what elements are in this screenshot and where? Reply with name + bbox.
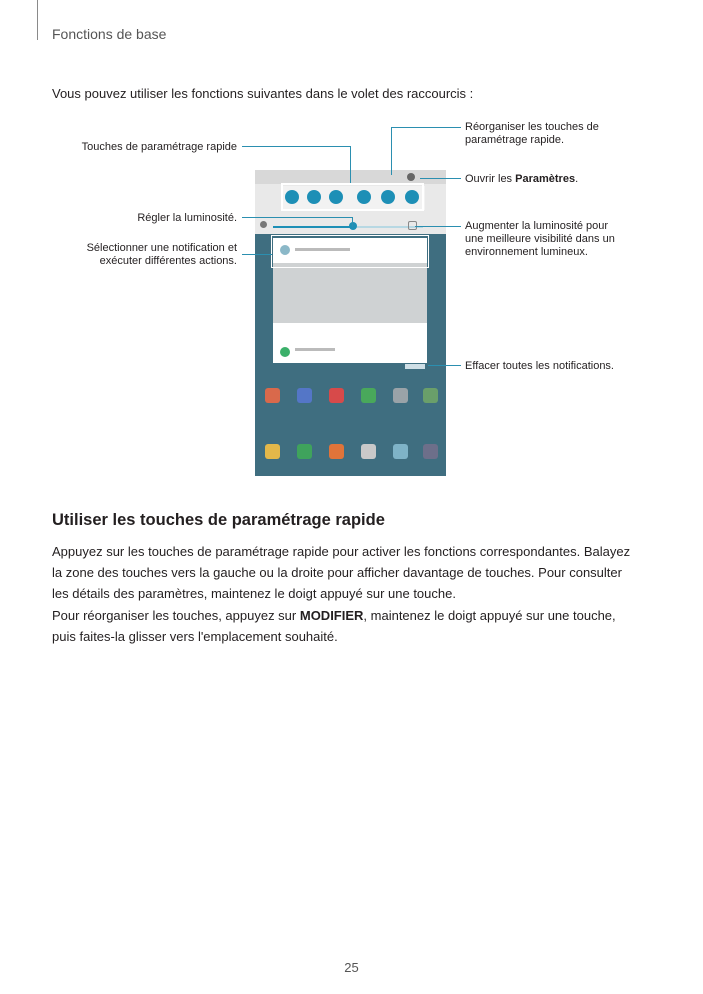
- callout-line: [242, 254, 272, 255]
- callout-line: [415, 226, 461, 227]
- paragraph-2: [52, 605, 652, 647]
- callout-rearrange-line2: paramétrage rapide.: [465, 134, 565, 146]
- callout-settings-suffix: .: [575, 173, 579, 185]
- quick-buttons-highlight: [281, 183, 424, 211]
- gear-icon[interactable]: [407, 173, 415, 181]
- callout-rearrange-line1: Réorganiser les touches de: [465, 121, 599, 133]
- brightness-fill: [273, 226, 353, 228]
- callout-outdoor-line1: Augmenter la luminosité pour: [465, 220, 609, 232]
- app-icon[interactable]: [297, 388, 312, 403]
- callout-line: [420, 178, 461, 179]
- callout-clear: Effacer toutes les notifications.: [465, 360, 614, 372]
- paragraph-1-line1: Appuyez sur les touches de paramétrage rapide pour activer les fonctions correspondantes. Balayez: [52, 544, 631, 559]
- app-icon[interactable]: [393, 388, 408, 403]
- dock-icon[interactable]: [361, 444, 376, 459]
- app-icon[interactable]: [265, 388, 280, 403]
- notification-card-bottom[interactable]: [273, 341, 427, 363]
- header-rule: [37, 0, 38, 40]
- callout-quick-buttons: Touches de paramétrage rapide: [81, 141, 237, 153]
- intro-text: Vous pouvez utiliser les fonctions suivantes dans le volet des raccourcis :: [52, 86, 474, 101]
- paragraph-2-suffix: , maintenez le doigt appuyé sur une touche,: [363, 608, 616, 623]
- paragraph-2-line2: puis faites-la glisser vers l'emplacement souhaité.: [52, 629, 338, 644]
- dock-icon[interactable]: [297, 444, 312, 459]
- page-header: Fonctions de base: [52, 26, 167, 42]
- app-icon[interactable]: [329, 388, 344, 403]
- callout-line: [352, 217, 353, 227]
- brightness-handle[interactable]: [349, 222, 357, 230]
- callout-line: [391, 127, 461, 128]
- clear-all-button[interactable]: [405, 364, 425, 369]
- callout-line: [242, 146, 350, 147]
- notification-actions-bar[interactable]: [273, 323, 427, 341]
- brightness-icon: [260, 221, 267, 228]
- callout-line: [391, 127, 392, 175]
- paragraph-2-bold: MODIFIER: [299, 608, 364, 623]
- paragraph-1-line3: les détails des paramètres, maintenez le doigt appuyé sur une touche.: [52, 586, 456, 601]
- callout-settings-bold: Paramètres: [515, 173, 576, 185]
- callout-brightness: Régler la luminosité.: [137, 212, 237, 224]
- callout-notification-line1: Sélectionner une notification et: [86, 242, 237, 254]
- device-screenshot: [255, 170, 446, 476]
- callout-line: [350, 146, 351, 183]
- apps-grid-icon[interactable]: [423, 444, 438, 459]
- callout-line: [242, 217, 352, 218]
- message-icon: [280, 347, 290, 357]
- dock-icon[interactable]: [329, 444, 344, 459]
- callout-outdoor-line2: une meilleure visibilité dans un: [465, 233, 615, 245]
- dock-icon[interactable]: [393, 444, 408, 459]
- notification-highlight: [271, 235, 429, 268]
- callout-notification: [40, 242, 237, 268]
- section-title: Utiliser les touches de paramétrage rapide: [52, 511, 385, 529]
- notification-preview: [273, 263, 427, 323]
- paragraph-1: [52, 541, 652, 604]
- page-number: 25: [344, 960, 359, 975]
- paragraph-1-line2: la zone des touches vers la gauche ou la droite pour afficher davantage de touches. Pour consulter: [52, 565, 622, 580]
- paragraph-2-prefix: Pour réorganiser les touches, appuyez sur: [52, 608, 300, 623]
- callout-outdoor: [465, 220, 665, 259]
- dock-icon[interactable]: [265, 444, 280, 459]
- callout-notification-line2: exécuter différentes actions.: [99, 255, 237, 267]
- callout-rearrange: [465, 121, 665, 147]
- app-icon[interactable]: [423, 388, 438, 403]
- callout-settings: [465, 173, 665, 186]
- paragraph-2-line1: [52, 605, 652, 626]
- callout-line: [428, 365, 461, 366]
- callout-settings-prefix: Ouvrir les: [465, 173, 516, 185]
- callout-outdoor-line3: environnement lumineux.: [465, 246, 588, 258]
- app-icon[interactable]: [361, 388, 376, 403]
- notification-title-placeholder-2: [295, 348, 335, 351]
